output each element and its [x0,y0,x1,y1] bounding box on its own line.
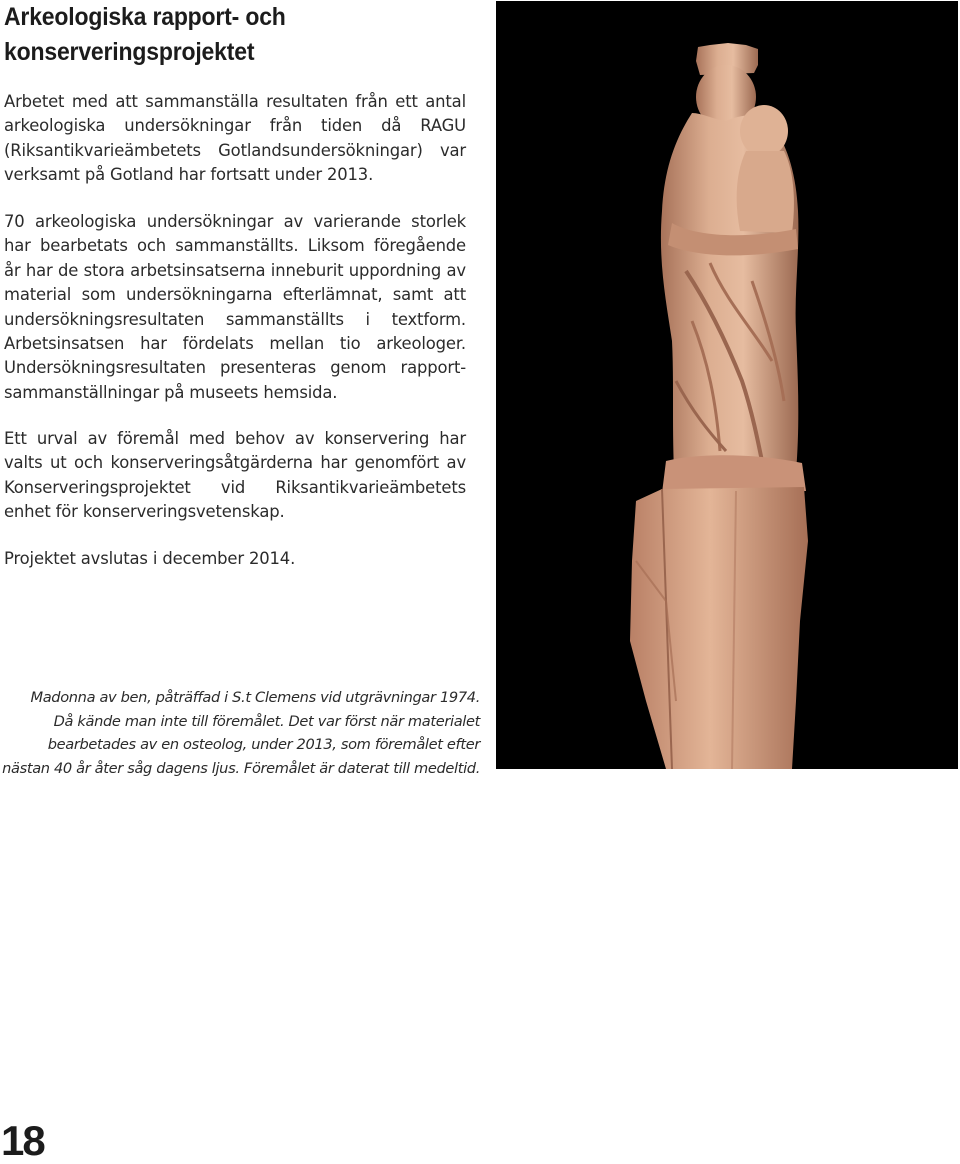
page-number: 18 [1,1117,44,1164]
paragraph-2: 70 arkeologiska undersökningar av varierande storlek har bearbetats och sammanställts. Liksom föregående år har de stora arbetsinsatserna inneburit uppordning av material som undersökningarna efterlämnat, samt att undersökningsresultaten sammanställts i textform. Arbetsinsatsen har fördelats mellan tio arkeologer. Undersökningsresultaten presenteras genom rapport-sammanställningar på museets hemsida. [4,212,466,402]
madonna-figurine-illustration [496,1,958,769]
madonna-photo [496,1,958,769]
caption-line-1: Madonna av ben, påträffad i S.t Clemens vid utgrävningar 1974. [30,689,480,706]
paragraph-3: Ett urval av föremål med behov av konservering har valts ut och konserveringsåtgärderna har genomfört av Konserveringsprojektet vid Riksantikvarieämbetets enhet för konserveringsvetenskap. [4,429,466,522]
photo-caption [0,686,480,780]
caption-line-3: bearbetades av en osteolog, under 2013, som föremålet efter [47,736,480,754]
paragraph-1: Arbetet med att sammanställa resultaten från ett antal arkeologiska undersökningar från tiden då RAGU (Riksantikvarieämbetets Gotlandsundersökningar) var verksamt på Gotland har fortsatt under 2013. [4,92,466,185]
caption-line-4: nästan 40 år åter såg dagens ljus. Föremålet är daterat till medeltid. [2,759,480,777]
article-title: Arkeologiska rapport- och konserveringsprojektet [4,3,286,66]
caption-line-2: Då kände man inte till föremålet. Det var först när materialet [53,712,480,730]
paragraph-4: Projektet avslutas i december 2014. [4,549,296,568]
